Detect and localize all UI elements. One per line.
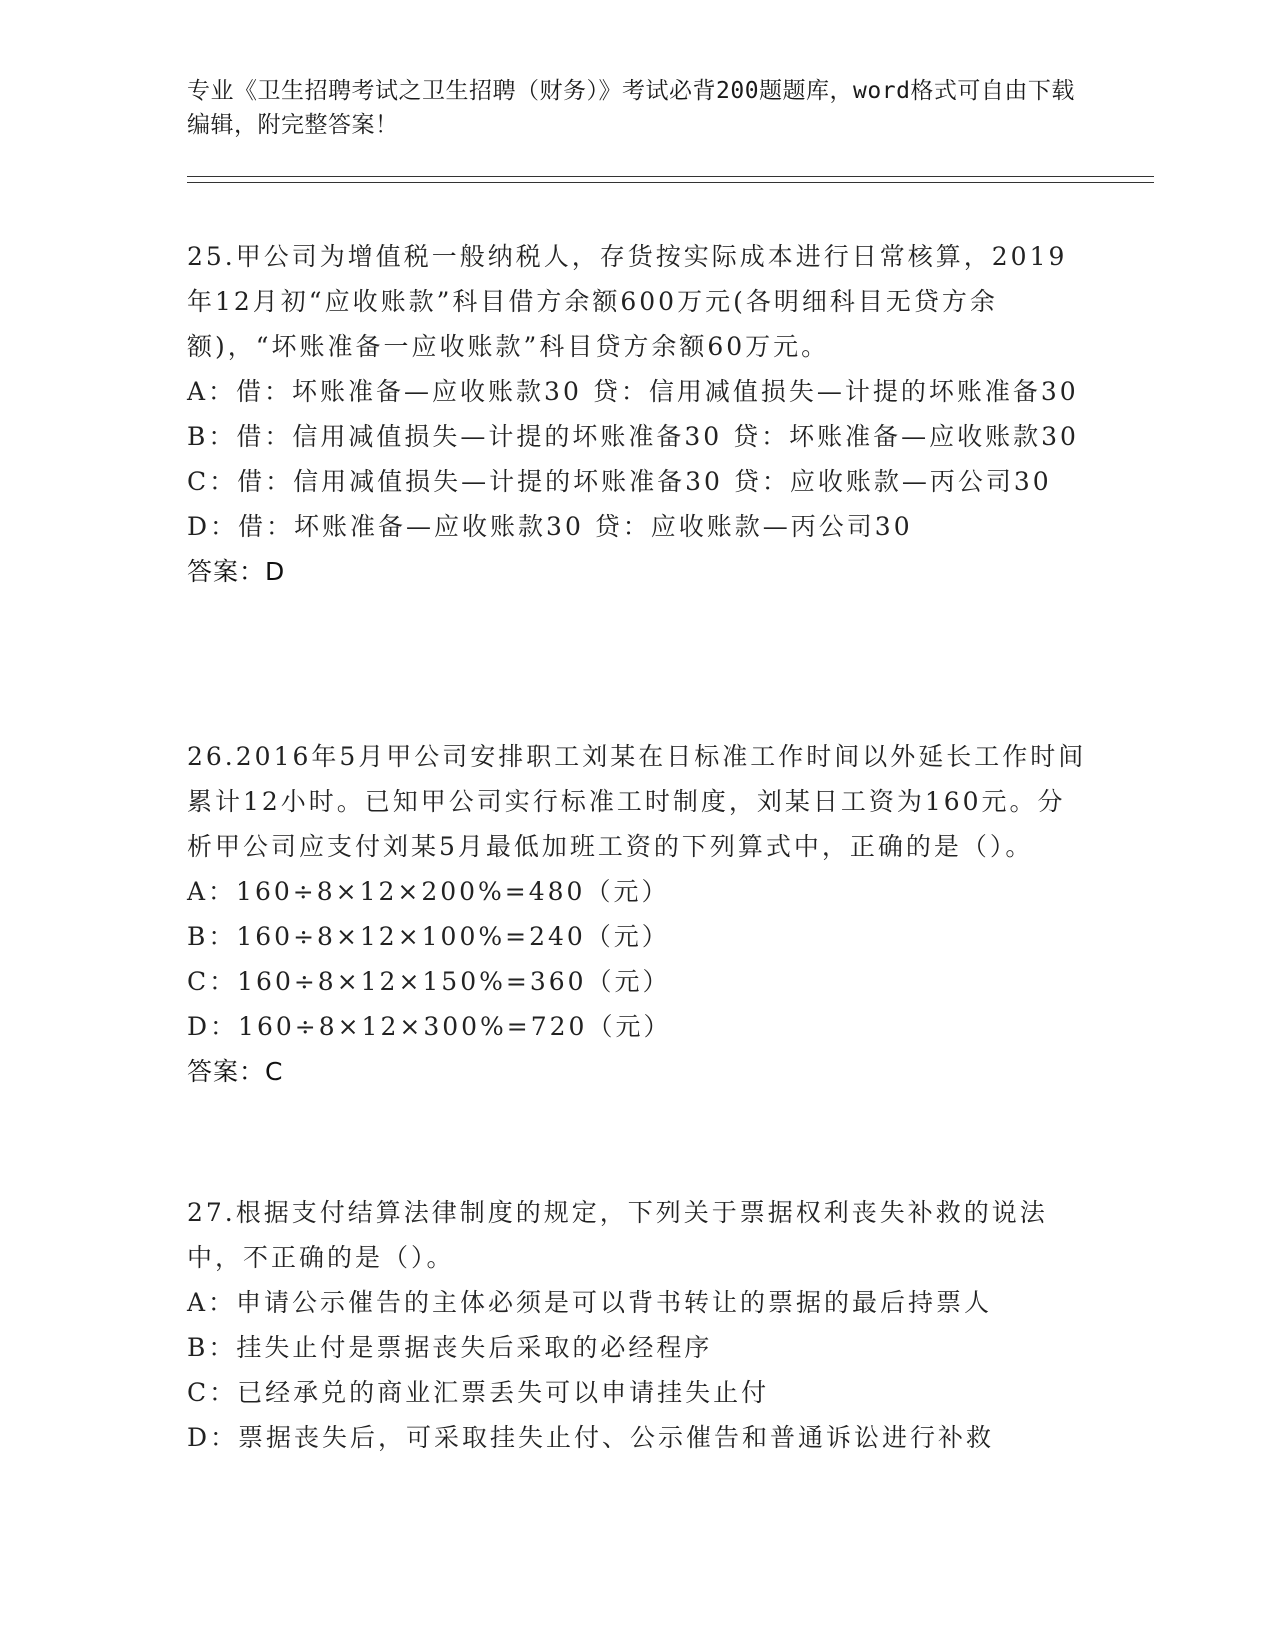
option-d: D：借：坏账准备—应收账款30 贷：应收账款—丙公司30 [187,512,913,541]
question-27 [187,1190,1087,1460]
header-divider-top [187,176,1154,177]
option-c: C：160÷8×12×150%=360（元） [187,967,671,996]
question-stem: 26.2016年5月甲公司安排职工刘某在日标准工作时间以外延长工作时间累计12小时。已知甲公司实行标准工时制度，刘某日工资为160元。分析甲公司应支付刘某5月最低加班工资的下列算式中，正确的是（）。 [187,742,1087,861]
question-stem: 27.根据支付结算法律制度的规定，下列关于票据权利丧失补救的说法中，不正确的是（）。 [187,1198,1048,1272]
option-b: B：挂失止付是票据丧失后采取的必经程序 [187,1333,713,1362]
option-d: D：票据丧失后，可采取挂失止付、公示催告和普通诉讼进行补救 [187,1423,995,1452]
question-25 [187,234,1087,594]
answer: 答案：D [187,557,286,586]
document-header: 专业《卫生招聘考试之卫生招聘（财务）》考试必背200题题库，word格式可自由下载编辑，附完整答案！ [187,78,1075,138]
option-a: A：申请公示催告的主体必须是可以背书转让的票据的最后持票人 [187,1288,993,1317]
option-c: C：已经承兑的商业汇票丢失可以申请挂失止付 [187,1378,770,1407]
option-a: A：借：坏账准备—应收账款30 贷：信用减值损失—计提的坏账准备30 [187,377,1079,406]
header-divider-bottom [187,182,1154,183]
answer: 答案：C [187,1057,284,1086]
option-d: D：160÷8×12×300%=720（元） [187,1012,672,1041]
option-a: A：160÷8×12×200%=480（元） [187,877,670,906]
option-b: B：160÷8×12×100%=240（元） [187,922,670,951]
option-c: C：借：信用减值损失—计提的坏账准备30 贷：应收账款—丙公司30 [187,467,1052,496]
question-stem: 25.甲公司为增值税一般纳税人，存货按实际成本进行日常核算，2019年12月初“应收账款”科目借方余额600万元(各明细科目无贷方余额)，“坏账准备一应收账款”科目贷方余额60万元。 [187,242,1068,361]
option-b: B：借：信用减值损失—计提的坏账准备30 贷：坏账准备—应收账款30 [187,422,1079,451]
question-26 [187,734,1087,1094]
